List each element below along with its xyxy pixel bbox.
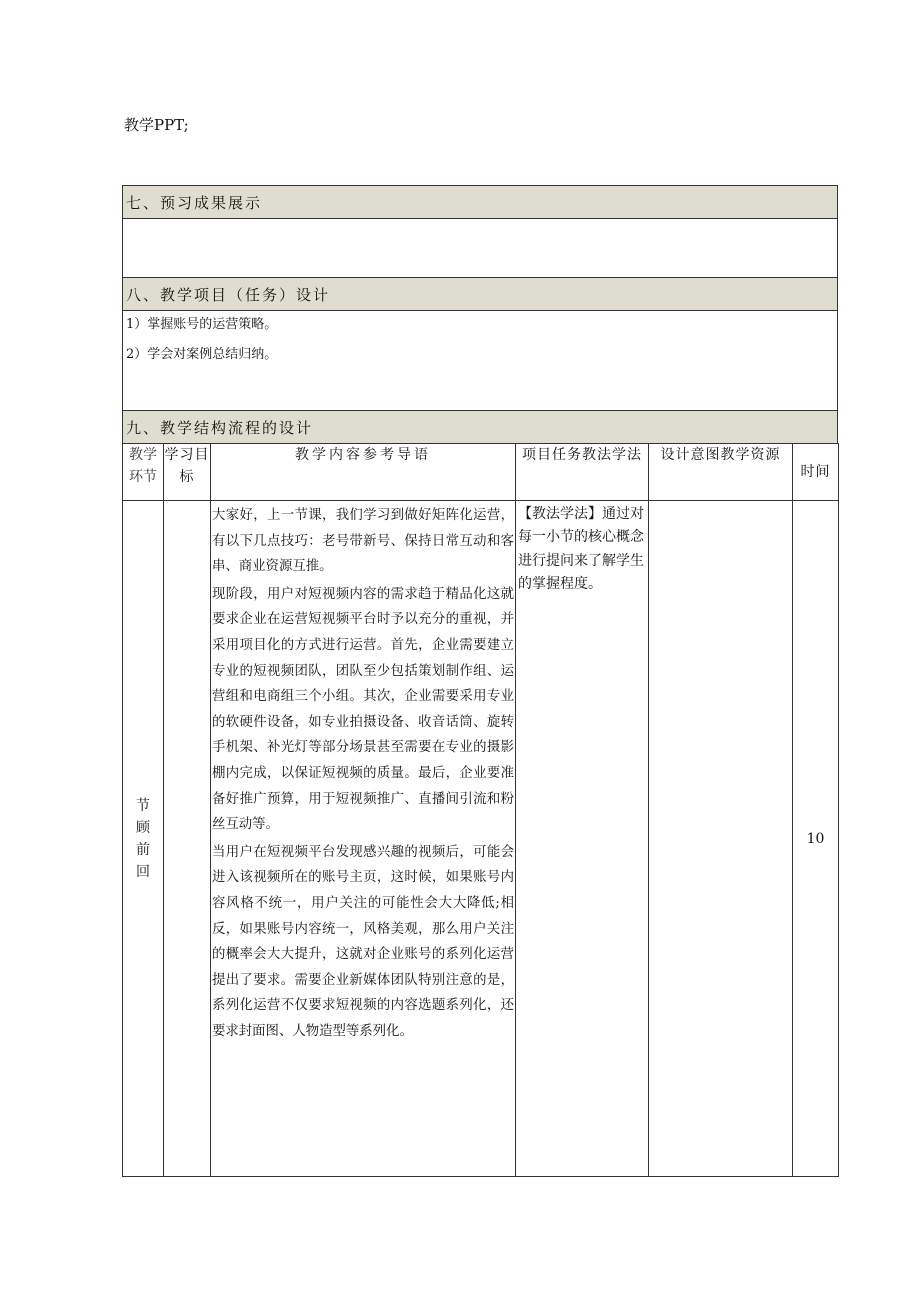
header-goal: 学习目标: [164, 444, 211, 501]
project-item-1: 1）掌握账号的运营策略。: [126, 317, 278, 332]
flow-table: [122, 443, 839, 1177]
content-paragraph-1: 大家好，上一节课，我们学习到做好矩阵化运营，有以下几点技巧：老号带新号、保持日常互动和客串、商业资源互推。: [212, 508, 514, 575]
project-item-2: 2）学会对案例总结归纳。: [126, 347, 278, 362]
design-cell: [649, 501, 793, 1177]
table-header-row: [123, 444, 839, 501]
stage-cell: [123, 501, 164, 1177]
goal-cell: [164, 501, 211, 1177]
time-cell: 10: [793, 501, 839, 1177]
table-row: [123, 501, 839, 1177]
section-project-design: [122, 277, 838, 411]
header-content: 教学内容参考导语: [211, 444, 516, 501]
intro-text: 教学PPT;: [124, 116, 189, 134]
header-design: 设计意图教学资源: [649, 444, 793, 501]
section-8-title: 八、教学项目（任务）设计: [123, 278, 837, 311]
content-paragraph-3: 当用户在短视频平台发现感兴趣的视频后，可能会进入该视频所在的账号主页，这时候，如果账号内容风格不统一，用户关注的可能性会大大降低;相反，如果账号内容统一，风格美观，那么用户关注的概率会大大提升，这就对企业账号的系列化运营提出了要求。需要企业新媒体团队特别注意的是，系列化运营不仅要求短视频的内容选题系列化，还要求封面图、人物造型等系列化。: [212, 844, 514, 1039]
content-cell: [211, 501, 516, 1177]
section-structure-design: [122, 410, 838, 444]
content-paragraph-2: 现阶段，用户对短视频内容的需求趋于精品化这就要求企业在运营短视频平台时予以充分的重视，并采用项目化的方式进行运营。首先，企业需要建立专业的短视频团队，团队至少包括策划制作组、运营组和电商组三个小组。其次，企业需要采用专业的软硬件设备，如专业拍摄设备、收音话筒、旋转手机架、补光灯等部分场景甚至需要在专业的摄影棚内完成，以保证短视频的质量。最后，企业要准备好推广预算，用于短视频推广、直播间引流和粉丝互动等。: [212, 586, 514, 833]
section-preview-results: [122, 185, 838, 278]
method-cell: 【教法学法】通过对每一小节的核心概念进行提问来了解学生的掌握程度。: [516, 501, 649, 1177]
header-time: 时间: [793, 444, 839, 501]
section-7-title: 七、预习成果展示: [123, 186, 837, 219]
header-method: 项目任务教法学法: [516, 444, 649, 501]
section-9-title: 九、教学结构流程的设计: [123, 411, 837, 444]
header-stage: 教学环节: [123, 444, 164, 501]
stage-label: 节顾前回: [136, 797, 150, 880]
